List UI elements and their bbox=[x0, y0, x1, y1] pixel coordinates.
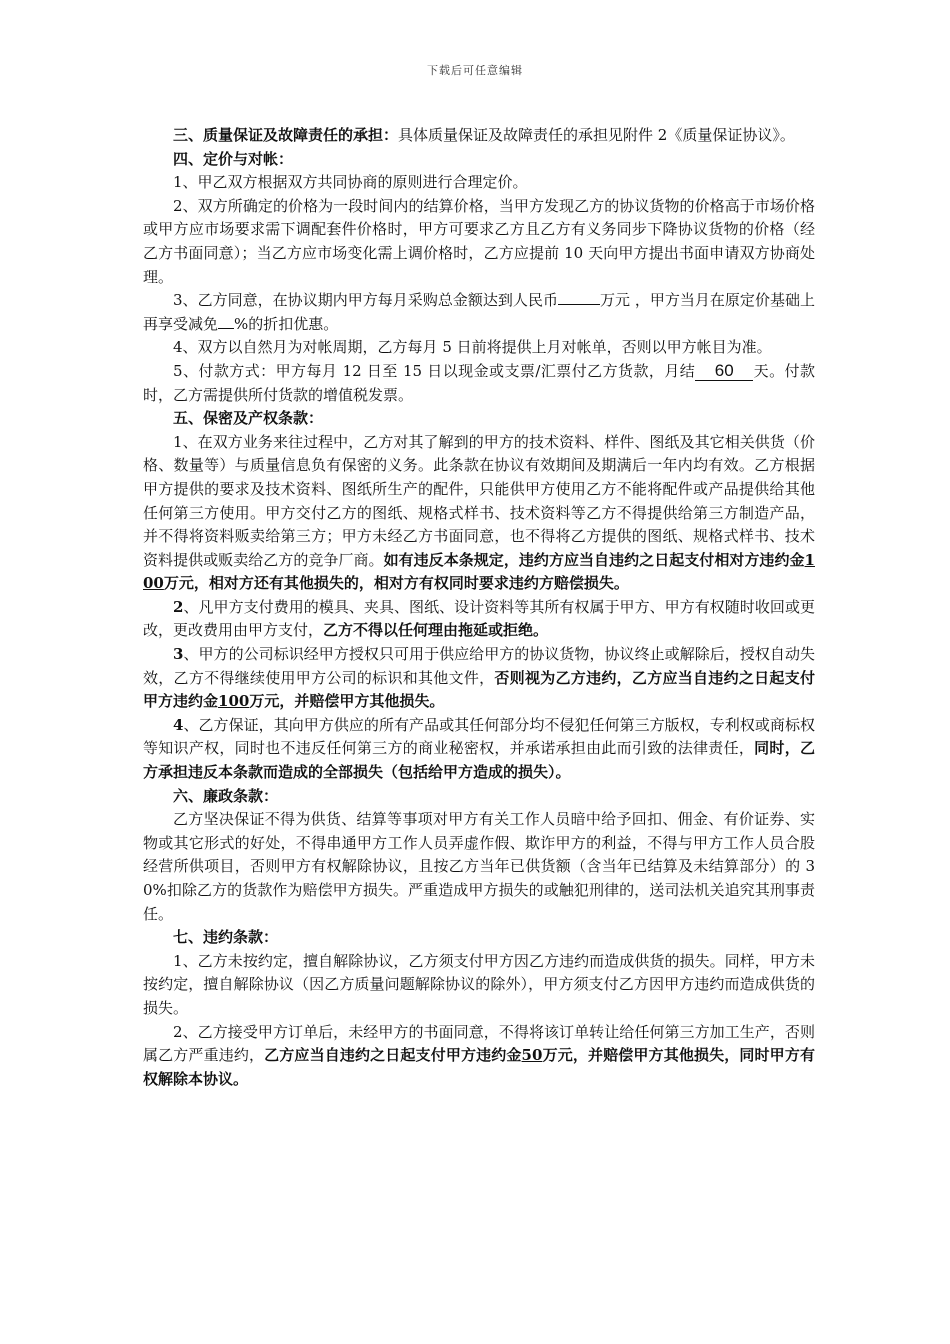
section-5-clause-1 bbox=[143, 431, 815, 596]
payment-term-days: 60 bbox=[695, 362, 753, 381]
section-4-title: 四、定价与对帐： bbox=[173, 149, 294, 168]
amount-blank bbox=[558, 304, 600, 305]
section-4-clause-5 bbox=[143, 360, 815, 407]
clause-bold-text: 万元，并赔偿甲方其他损失。 bbox=[249, 692, 445, 711]
section-4-clause-3 bbox=[143, 289, 815, 336]
section-5-clause-4 bbox=[143, 714, 815, 785]
section-4-clause-4: 4、双方以自然月为对帐周期，乙方每月 5 日前将提供上月对帐单，否则以甲方帐目为准。 bbox=[173, 338, 772, 357]
clause-text: 、甲方的公司标识经甲方授权只可用于供应给甲方的协议货物，协议终止或解除后，授权自动失效，乙方不得继续使用甲方公司的标识和其他文件， bbox=[143, 645, 815, 687]
clause-text: 天。付款时，乙方需提供所付货款的增值税发票。 bbox=[143, 361, 815, 404]
penalty-amount: 100 bbox=[143, 550, 815, 593]
clause-bold-text: 如有违反本条规定，违约方应当自违约之日起支付相对方违约金 bbox=[383, 550, 805, 569]
clause-text: 、凡甲方支付费用的模具、夹具、图纸、设计资料等其所有权属于甲方、甲方有权随时收回或更改，更改费用由甲方支付， bbox=[143, 597, 815, 640]
clause-text: 万元 ，甲方当月在原定价基础上再享受减免 bbox=[143, 291, 816, 333]
section-3-title: 三、质量保证及故障责任的承担： bbox=[173, 126, 399, 144]
penalty-amount: 100 bbox=[218, 692, 250, 711]
section-3-paragraph bbox=[143, 124, 815, 148]
section-5-clause-2 bbox=[143, 596, 815, 643]
section-4-clause-2: 2、双方所确定的价格为一段时间内的结算价格，当甲方发现乙方的协议货物的价格高于市场价格或甲方应市场要求需下调配套件价格时，甲方可要求乙方且乙方有义务同步下降协议货物的价格（经乙方书面同意）；当乙方应市场变化需上调价格时，乙方应提前 10 天向甲方提出书面申请双方协商处理。 bbox=[143, 196, 815, 286]
clause-text: 2、乙方接受甲方订单后，未经甲方的书面同意，不得将该订单转让给任何第三方加工生产，否则属乙方严重违约， bbox=[143, 1022, 815, 1065]
contract-body bbox=[143, 124, 815, 1091]
clause-text: %的折扣优惠。 bbox=[234, 314, 339, 333]
clause-bold-text: 同时，乙方承担违反本条款而造成的全部损失（包括给甲方造成的损失）。 bbox=[143, 739, 815, 782]
section-7-clause-2 bbox=[143, 1021, 815, 1092]
clause-number: 2 bbox=[173, 597, 184, 616]
clause-bold-text: 乙方应当自违约之日起支付甲方违约金 bbox=[264, 1046, 522, 1065]
section-4-clause-1: 1、甲乙双方根据双方共同协商的原则进行合理定价。 bbox=[173, 173, 528, 192]
section-6-title: 六、廉政条款： bbox=[173, 786, 279, 805]
section-7-clause-1: 1、乙方未按约定，擅自解除协议，乙方须支付甲方因乙方违约而造成供货的损失。同样，甲方未按约定，擅自解除协议（因乙方质量问题解除协议的除外），甲方须支付乙方因甲方违约而造成供货的损失。 bbox=[143, 951, 815, 1017]
clause-text: 1、在双方业务来往过程中，乙方对其了解到的甲方的技术资料、样件、图纸及其它相关供货（价格、数量等）与质量信息负有保密的义务。此条款在协议有效期间及期满后一年内均有效。乙方根据甲方提供的要求及技术资料、图纸所生产的配件，只能供甲方使用乙方不能将配件或产品提供给其他任何第三方使用。甲方交付乙方的图纸、规格式样书、技术资料等乙方不得提供给第三方制造产品，并不得将资料贩卖给第三方；甲方未经乙方书面同意，也不得将乙方提供的图纸、规格式样书、技术资料提供或贩卖给乙方的竞争厂商。 bbox=[143, 432, 815, 569]
clause-number: 4 bbox=[173, 715, 184, 734]
section-3-text: 具体质量保证及故障责任的承担见附件 2《质量保证协议》。 bbox=[398, 126, 795, 144]
clause-text: 5、付款方式：甲方每月 12 日至 15 日以现金或支票/汇票付乙方货款，月结 bbox=[173, 361, 696, 380]
section-5-title: 五、保密及产权条款： bbox=[173, 409, 324, 428]
clause-bold-text: 否则视为乙方违约，乙方应当自违约之日起支付甲方违约金 bbox=[143, 668, 815, 711]
page-header-note: 下载后可任意编辑 bbox=[427, 64, 523, 77]
clause-bold-text: 万元，并赔偿甲方其他损失，同时甲方有权解除本协议。 bbox=[143, 1046, 815, 1088]
section-5-clause-3 bbox=[143, 643, 815, 714]
clause-bold-text: 乙方不得以任何理由拖延或拒绝。 bbox=[323, 621, 549, 640]
clause-bold-text: 万元，相对方还有其他损失的，相对方有权同时要求违约方赔偿损失。 bbox=[163, 574, 629, 593]
penalty-amount: 50 bbox=[521, 1046, 543, 1065]
clause-text: 3、乙方同意，在协议期内甲方每月采购总金额达到人民币 bbox=[173, 291, 558, 310]
clause-text: 、乙方保证，其向甲方供应的所有产品或其任何部分均不侵犯任何第三方版权，专利权或商标权等知识产权，同时也不违反任何第三方的商业秘密权，并承诺承担由此而引致的法律责任， bbox=[143, 715, 815, 758]
clause-number: 3 bbox=[173, 645, 184, 664]
section-7-title: 七、违约条款： bbox=[173, 928, 279, 947]
section-6-clause-1: 乙方坚决保证不得为供货、结算等事项对甲方有关工作人员暗中给予回扣、佣金、有价证券、实物或其它形式的好处，不得串通甲方工作人员弄虚作假、欺诈甲方的利益，不得与甲方工作人员合股经营所供项目，否则甲方有权解除协议，且按乙方当年已供货额（含当年已结算及未结算部分）的 30%扣除乙方的货款作为赔偿甲方损失。严重造成甲方损失的或触犯刑律的，送司法机关追究其刑事责任。 bbox=[143, 810, 815, 923]
discount-blank bbox=[218, 328, 234, 329]
